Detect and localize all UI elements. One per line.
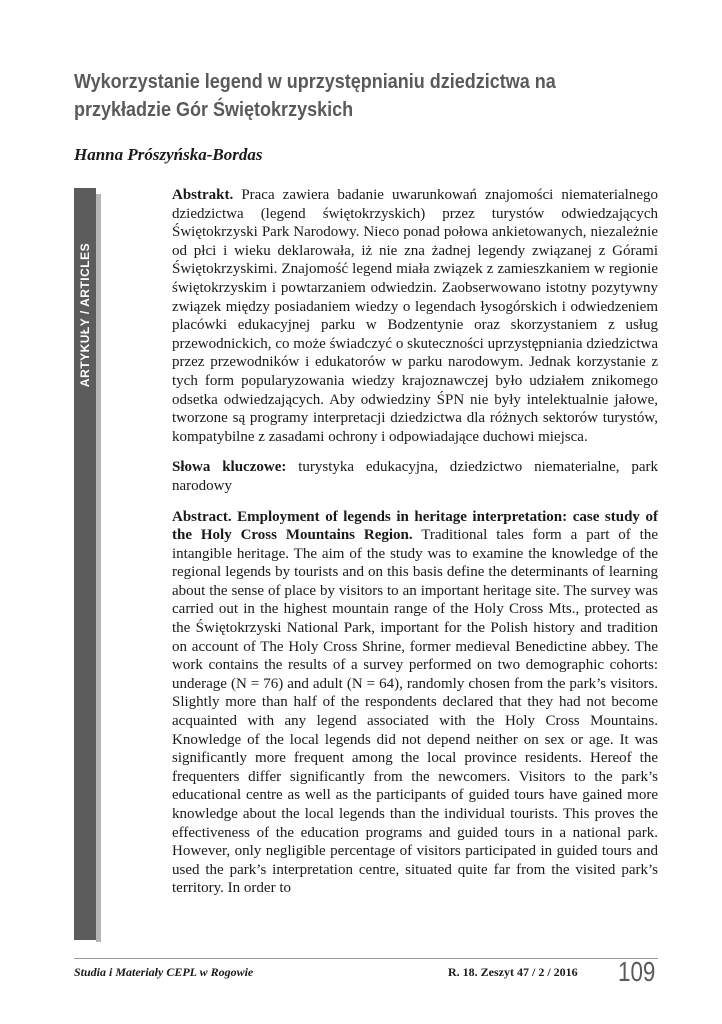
- footer-divider: [74, 958, 658, 959]
- keywords-pl: [172, 458, 658, 495]
- abstract-en-label: Abstract. Employment of legends in heritage interpretation: case study of the Holy Cross Mountains Region.: [172, 508, 658, 544]
- abstract-pl-label: Abstrakt.: [172, 187, 234, 203]
- section-sidebar-shadow: [96, 194, 101, 942]
- keywords-text: turystyka edukacyjna, dziedzictwo niematerialne, park narodowy: [172, 459, 658, 494]
- article-title: Wykorzystanie legend w uprzystępnianiu dziedzictwa na przykładzie Gór Świętokrzyskich: [74, 71, 556, 121]
- abstract-pl: [172, 186, 658, 446]
- article-body: [172, 186, 658, 910]
- section-label: ARTYKUŁY / ARTICLES: [78, 242, 92, 388]
- abstract-en: [172, 508, 658, 898]
- abstract-en-text: Traditional tales form a part of the intangible heritage. The aim of the study was to examine the knowledge of the regional legends by tourists and on this basis define the determinants of learning about the sense of place by visitors to an important heritage site. The survey was carried out in the highest mountain range of the Holy Cross Mts., protected as the Świętokrzyski National Park, important for the Polish history and tradition on account of The Holy Cross Shrine, former medieval Benedictine abbey. The work contains the results of a survey performed on two demographic cohorts: underage (N = 76) and adult (N = 64), randomly chosen from the park’s visitors. Slightly more than half of the respondents declared that they had not become acquainted with any legend associated with the Holy Cross Mountains. Knowledge of the local legends did not depend neither on sex or age. It was significantly more frequent among the local province residents. Hereof the frequenters differ significantly from the newcomers. Visitors to the park’s educational centre as well as the participants of guided tours have gained more knowledge about the local legends than the individual tourists. This proves the effectiveness of the education programs and guided tours in a national park. However, only negligible percentage of visitors participated in guided tours and used the park’s interpretation centre, situated quite far from the visited park’s territory. In order to: [172, 527, 658, 897]
- footer-journal: Studia i Materiały CEPL w Rogowie: [74, 965, 254, 979]
- article-author: Hanna Prószyńska-Bordas: [74, 145, 263, 164]
- abstract-pl-text: Praca zawiera badanie uwarunkowań znajomości niematerialnego dziedzictwa (legend świętokrzyskich) przez turystów odwiedzających Świętokrzyski Park Narodowy. Nieco ponad połowa ankietowanych, niezależnie od płci i wieku deklarowała, iż nie zna żadnej legendy związanej z Górami Świętokrzyskimi. Znajomość legend miała związek z zamieszkaniem w regionie świętokrzyskim i powtarzaniem odwiedzin. Zaobserwowano istotny pozytywny związek między posiadaniem wiedzy o legendach łysogórskich i odwiedzeniem placówki edukacyjnej parku w Bodzentynie oraz skorzystaniem z usług przewodnickich, co może świadczyć o skuteczności uprzystępniania dziedzictwa przez przewodników i edukatorów w parku narodowym. Jednak korzystanie z tych form popularyzowania wiedzy krajoznawczej było udziałem znikomego odsetka odwiedzających. Aby odwiedziny ŚPN nie były intelektualnie jałowe, tworzone są programy interpretacji dziedzictwa dla różnych sektorów turystów, kompatybilne z zasadami ochrony i odpowiadające duchowi miejsca.: [172, 187, 658, 445]
- page-number: 109: [618, 956, 656, 987]
- keywords-label: Słowa kluczowe:: [172, 459, 287, 476]
- footer-issue: R. 18. Zeszyt 47 / 2 / 2016: [448, 965, 578, 979]
